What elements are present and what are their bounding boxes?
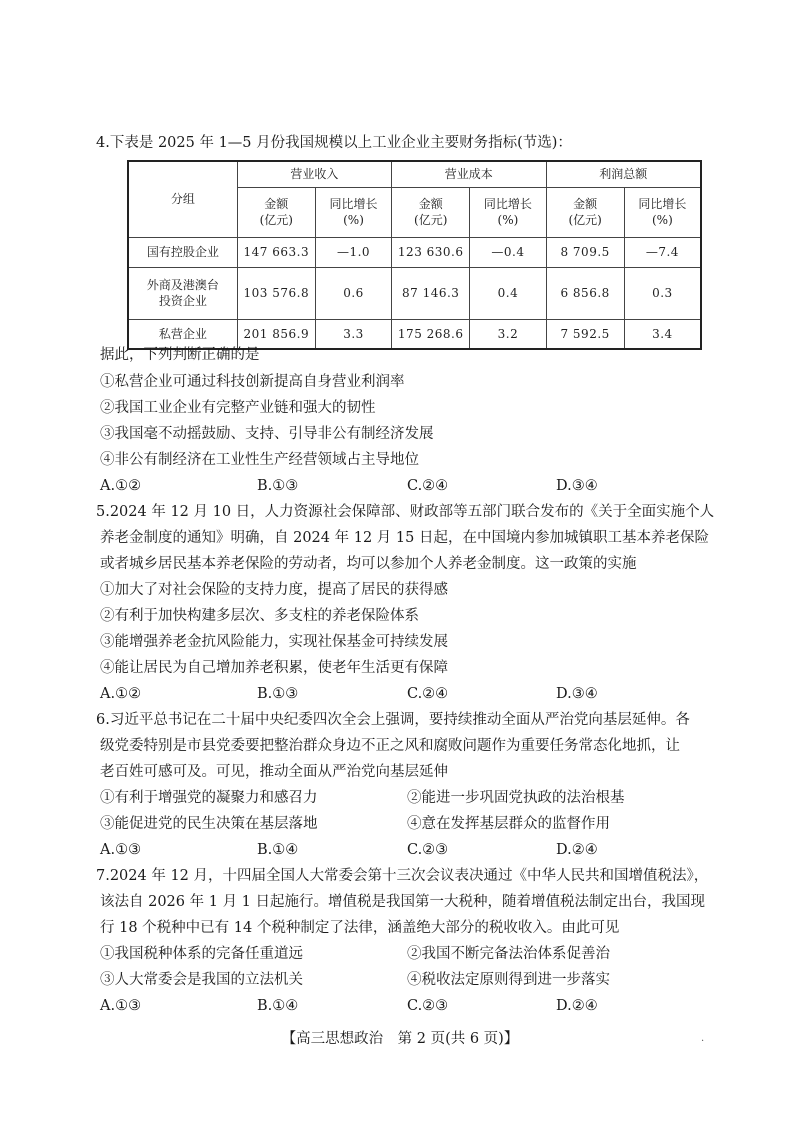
sub-header-growth: 同比增长 (%) bbox=[470, 187, 546, 237]
q5-option-c[interactable]: C.②④ bbox=[407, 686, 449, 702]
table-cell: 6 856.8 bbox=[546, 267, 624, 319]
q6-stem-line-3: 老百姓可感可及。可见，推动全面从严治党向基层延伸 bbox=[100, 764, 448, 780]
q6-stem-line-2: 级党委特别是市县党委要把整治群众身边不正之风和腐败问题作为重要任务常态化地抓，让 bbox=[100, 738, 680, 754]
page-footer: 【高三思想政治 第 2 页(共 6 页)】 bbox=[281, 1031, 519, 1047]
table-cell: 3.3 bbox=[315, 319, 391, 349]
table-cell: 0.6 bbox=[315, 267, 391, 319]
q4-option-b[interactable]: B.①③ bbox=[257, 478, 299, 494]
table-cell: 3.4 bbox=[624, 319, 701, 349]
q5-option-a[interactable]: A.①② bbox=[100, 686, 142, 702]
table-cell: —0.4 bbox=[470, 237, 546, 267]
col-group-profit: 利润总额 bbox=[546, 161, 701, 187]
q6-option-c[interactable]: C.②③ bbox=[407, 842, 449, 858]
table-cell: 123 630.6 bbox=[392, 237, 470, 267]
row-label: 外商及港澳台 投资企业 bbox=[128, 267, 237, 319]
q5-stem-line-2: 养老金制度的通知》明确，自 2024 年 12 月 15 日起，在中国境内参加城镇职工基本养老保险 bbox=[100, 530, 709, 546]
q6-option-d[interactable]: D.②④ bbox=[556, 842, 598, 858]
sub-header-amount: 金额 (亿元) bbox=[392, 187, 470, 237]
q7-option-c[interactable]: C.②③ bbox=[407, 998, 449, 1014]
sub-header-amount: 金额 (亿元) bbox=[237, 187, 315, 237]
table-cell: 0.3 bbox=[624, 267, 701, 319]
q7-item-2: ②我国不断完备法治体系促善治 bbox=[407, 946, 610, 962]
table-cell: 201 856.9 bbox=[237, 319, 315, 349]
q4-stem: 4.下表是 2025 年 1—5 月份我国规模以上工业企业主要财务指标(节选)： bbox=[96, 135, 572, 151]
table-cell: 3.2 bbox=[470, 319, 546, 349]
q5-item-2: ②有利于加快构建多层次、多支柱的养老保险体系 bbox=[100, 608, 419, 624]
row-label: 国有控股企业 bbox=[128, 237, 237, 267]
q6-stem-line-1: 6.习近平总书记在二十届中央纪委四次全会上强调，要持续推动全面从严治党向基层延伸。各 bbox=[96, 712, 690, 728]
table-cell: 0.4 bbox=[470, 267, 546, 319]
q4-item-2: ②我国工业企业有完整产业链和强大的韧性 bbox=[100, 400, 376, 416]
row-label: 私营企业 bbox=[128, 319, 237, 349]
footer-mark: . bbox=[701, 1033, 705, 1044]
q5-item-3: ③能增强养老金抗风险能力，实现社保基金可持续发展 bbox=[100, 634, 448, 650]
col-group-cost: 营业成本 bbox=[392, 161, 546, 187]
table-cell: —1.0 bbox=[315, 237, 391, 267]
q6-item-1: ①有利于增强党的凝聚力和感召力 bbox=[100, 790, 318, 806]
table-cell: 103 576.8 bbox=[237, 267, 315, 319]
q7-item-3: ③人大常委会是我国的立法机关 bbox=[100, 972, 303, 988]
table-row bbox=[128, 237, 701, 267]
q7-option-d[interactable]: D.②④ bbox=[556, 998, 598, 1014]
q4-prompt: 据此，下列判断正确的是 bbox=[100, 347, 260, 363]
col-group-revenue: 营业收入 bbox=[237, 161, 391, 187]
table-cell: 7 592.5 bbox=[546, 319, 624, 349]
q7-stem-line-3: 行 18 个税种中已有 14 个税种制定了法律，涵盖绝大部分的税收收入。由此可见 bbox=[100, 920, 620, 936]
q4-item-1: ①私营企业可通过科技创新提高自身营业利润率 bbox=[100, 374, 405, 390]
q5-item-4: ④能让居民为自己增加养老积累，使老年生活更有保障 bbox=[100, 660, 448, 676]
sub-header-growth: 同比增长 (%) bbox=[624, 187, 701, 237]
q7-option-b[interactable]: B.①④ bbox=[257, 998, 299, 1014]
q6-item-3: ③能促进党的民生决策在基层落地 bbox=[100, 816, 318, 832]
q4-item-4: ④非公有制经济在工业性生产经营领域占主导地位 bbox=[100, 452, 419, 468]
q5-item-1: ①加大了对社会保险的支持力度，提高了居民的获得感 bbox=[100, 582, 448, 598]
q4-item-3: ③我国毫不动摇鼓励、支持、引导非公有制经济发展 bbox=[100, 426, 434, 442]
q4-option-a[interactable]: A.①② bbox=[100, 478, 142, 494]
table-cell: 87 146.3 bbox=[392, 267, 470, 319]
table-header-group: 分组 bbox=[128, 161, 237, 237]
table-cell: —7.4 bbox=[624, 237, 701, 267]
q5-stem-line-1: 5.2024 年 12 月 10 日，人力资源社会保障部、财政部等五部门联合发布的《关于全面实施个人 bbox=[96, 504, 715, 520]
q5-option-d[interactable]: D.③④ bbox=[556, 686, 598, 702]
q4-option-c[interactable]: C.②④ bbox=[407, 478, 449, 494]
q7-item-1: ①我国税种体系的完备任重道远 bbox=[100, 946, 303, 962]
table-cell: 147 663.3 bbox=[237, 237, 315, 267]
q5-option-b[interactable]: B.①③ bbox=[257, 686, 299, 702]
q6-option-b[interactable]: B.①④ bbox=[257, 842, 299, 858]
table-row bbox=[128, 267, 701, 319]
table-cell: 175 268.6 bbox=[392, 319, 470, 349]
q7-stem-line-1: 7.2024 年 12 月，十四届全国人大常委会第十三次会议表决通过《中华人民共和国增值税法》， bbox=[96, 868, 709, 884]
q7-item-4: ④税收法定原则得到进一步落实 bbox=[407, 972, 610, 988]
q5-stem-line-3: 或者城乡居民基本养老保险的劳动者，均可以参加个人养老金制度。这一政策的实施 bbox=[100, 556, 637, 572]
q6-item-2: ②能进一步巩固党执政的法治根基 bbox=[407, 790, 625, 806]
q6-option-a[interactable]: A.①③ bbox=[100, 842, 142, 858]
q7-option-a[interactable]: A.①③ bbox=[100, 998, 142, 1014]
financial-indicators-table bbox=[127, 160, 702, 350]
q7-stem-line-2: 该法自 2026 年 1 月 1 日起施行。增值税是我国第一大税种，随着增值税法制定出台，我国现 bbox=[100, 894, 706, 910]
q4-option-d[interactable]: D.③④ bbox=[556, 478, 598, 494]
sub-header-growth: 同比增长 (%) bbox=[315, 187, 391, 237]
table-cell: 8 709.5 bbox=[546, 237, 624, 267]
sub-header-amount: 金额 (亿元) bbox=[546, 187, 624, 237]
q6-item-4: ④意在发挥基层群众的监督作用 bbox=[407, 816, 610, 832]
